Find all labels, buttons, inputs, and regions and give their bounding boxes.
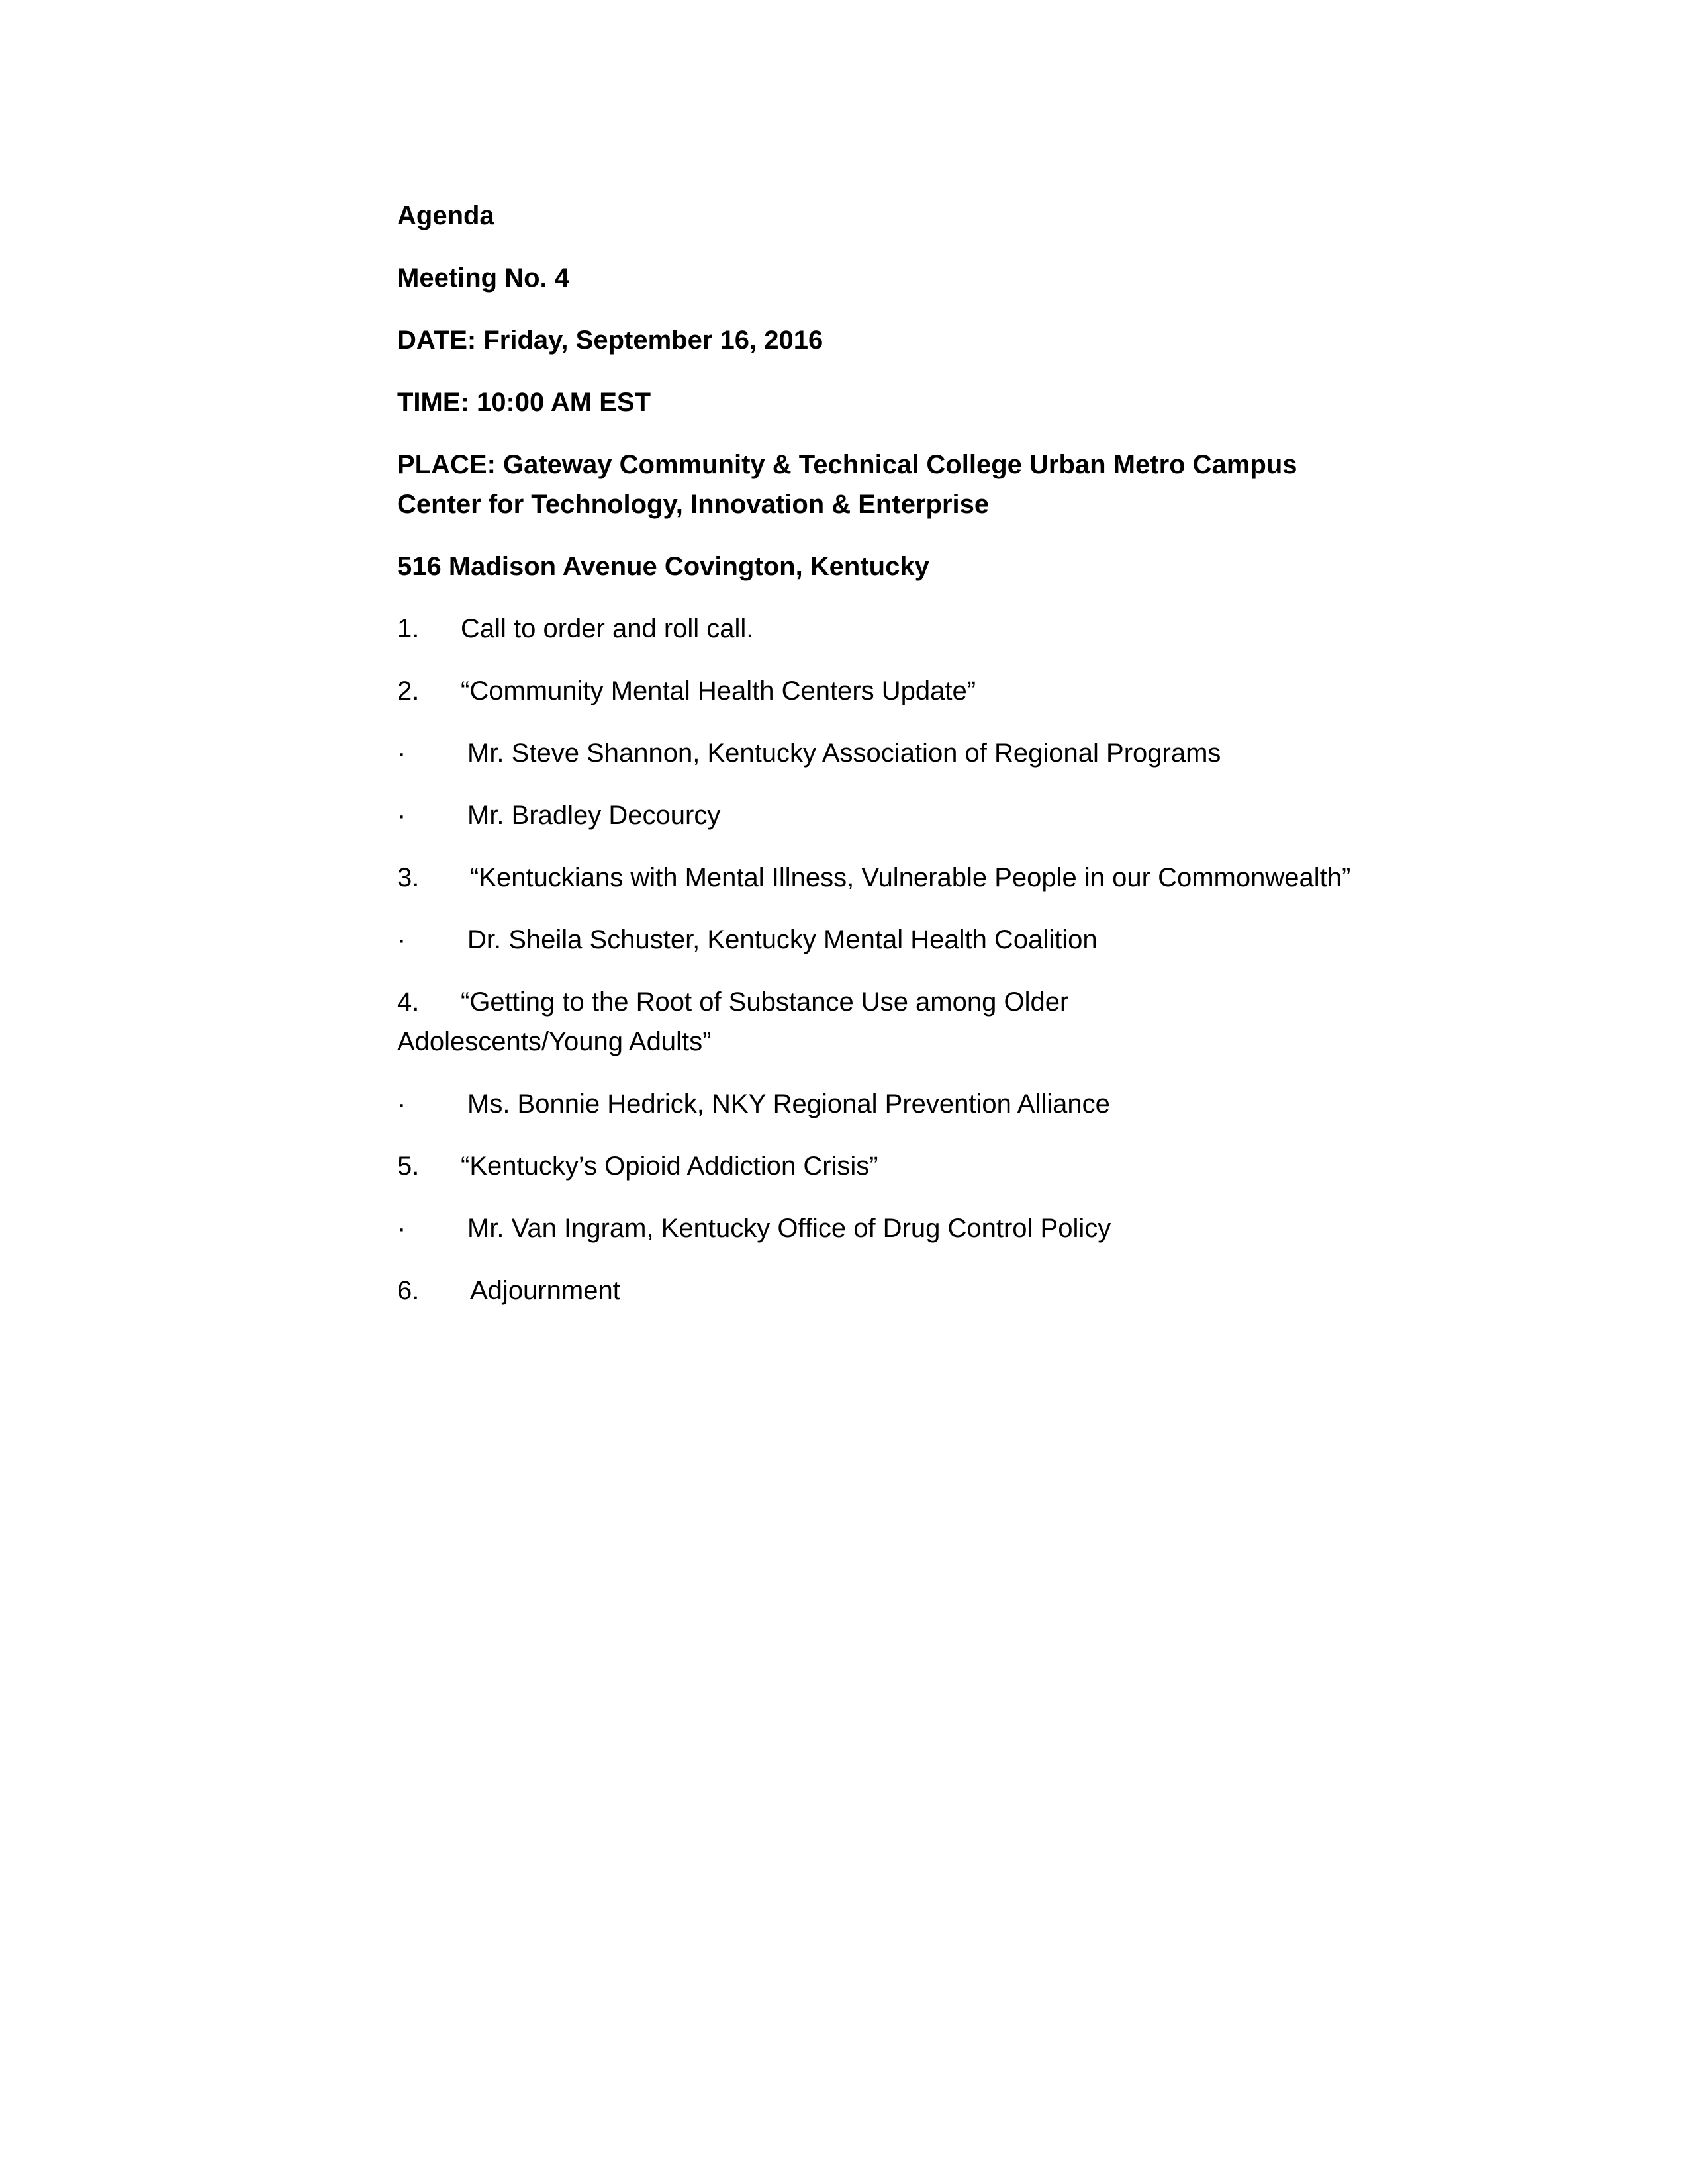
agenda-item-3 bbox=[397, 858, 1377, 897]
meeting-time: TIME: 10:00 AM EST bbox=[397, 388, 651, 417]
item-number: 4. bbox=[397, 987, 420, 1017]
item-number: 1. bbox=[397, 614, 420, 643]
meeting-place bbox=[397, 445, 1377, 524]
agenda-content bbox=[397, 196, 1377, 1333]
agenda-item-2 bbox=[397, 671, 1377, 711]
bullet-text: Mr. Van Ingram, Kentucky Office of Drug Control Policy bbox=[467, 1214, 1111, 1243]
bullet-icon: · bbox=[397, 801, 406, 830]
bullet-text: Mr. Bradley Decourcy bbox=[467, 801, 721, 830]
meeting-address: 516 Madison Avenue Covington, Kentucky bbox=[397, 552, 929, 581]
item-text: “Kentuckians with Mental Illness, Vulnerable People in our Commonwealth” bbox=[470, 863, 1351, 892]
bullet-text: Ms. Bonnie Hedrick, NKY Regional Prevention Alliance bbox=[467, 1089, 1110, 1118]
item-text: “Community Mental Health Centers Update” bbox=[461, 676, 976, 705]
bullet-icon: · bbox=[397, 1214, 406, 1243]
agenda-item-5 bbox=[397, 1146, 1377, 1186]
agenda-bullet-1 bbox=[397, 733, 1377, 773]
item-number: 2. bbox=[397, 676, 420, 705]
bullet-icon: · bbox=[397, 739, 406, 768]
item-text: Call to order and roll call. bbox=[461, 614, 754, 643]
item-text: Adjournment bbox=[470, 1276, 620, 1305]
bullet-text: Mr. Steve Shannon, Kentucky Association of Regional Programs bbox=[467, 739, 1221, 768]
agenda-item-4 bbox=[397, 982, 1125, 1062]
item-number: 3. bbox=[397, 863, 420, 892]
item-text: “Kentucky’s Opioid Addiction Crisis” bbox=[461, 1152, 878, 1181]
agenda-bullet-5 bbox=[397, 1208, 1377, 1248]
agenda-title: Agenda bbox=[397, 201, 494, 230]
bullet-icon: · bbox=[397, 925, 406, 954]
meeting-number: Meeting No. 4 bbox=[397, 263, 570, 293]
agenda-bullet-3 bbox=[397, 920, 1377, 960]
bullet-icon: · bbox=[397, 1089, 406, 1118]
place-line-2: Center for Technology, Innovation & Enterprise bbox=[397, 490, 990, 519]
bullet-text: Dr. Sheila Schuster, Kentucky Mental Health Coalition bbox=[467, 925, 1098, 954]
item-number: 5. bbox=[397, 1152, 420, 1181]
item-text: “Getting to the Root of Substance Use among Older Adolescents/Young Adults” bbox=[397, 987, 1069, 1056]
place-line-1: PLACE: Gateway Community & Technical College Urban Metro Campus bbox=[397, 450, 1297, 479]
agenda-item-6 bbox=[397, 1271, 1377, 1310]
agenda-item-1 bbox=[397, 609, 1377, 649]
agenda-bullet-2 bbox=[397, 796, 1377, 835]
agenda-bullet-4 bbox=[397, 1084, 1377, 1124]
item-number: 6. bbox=[397, 1276, 420, 1305]
meeting-date: DATE: Friday, September 16, 2016 bbox=[397, 326, 823, 355]
